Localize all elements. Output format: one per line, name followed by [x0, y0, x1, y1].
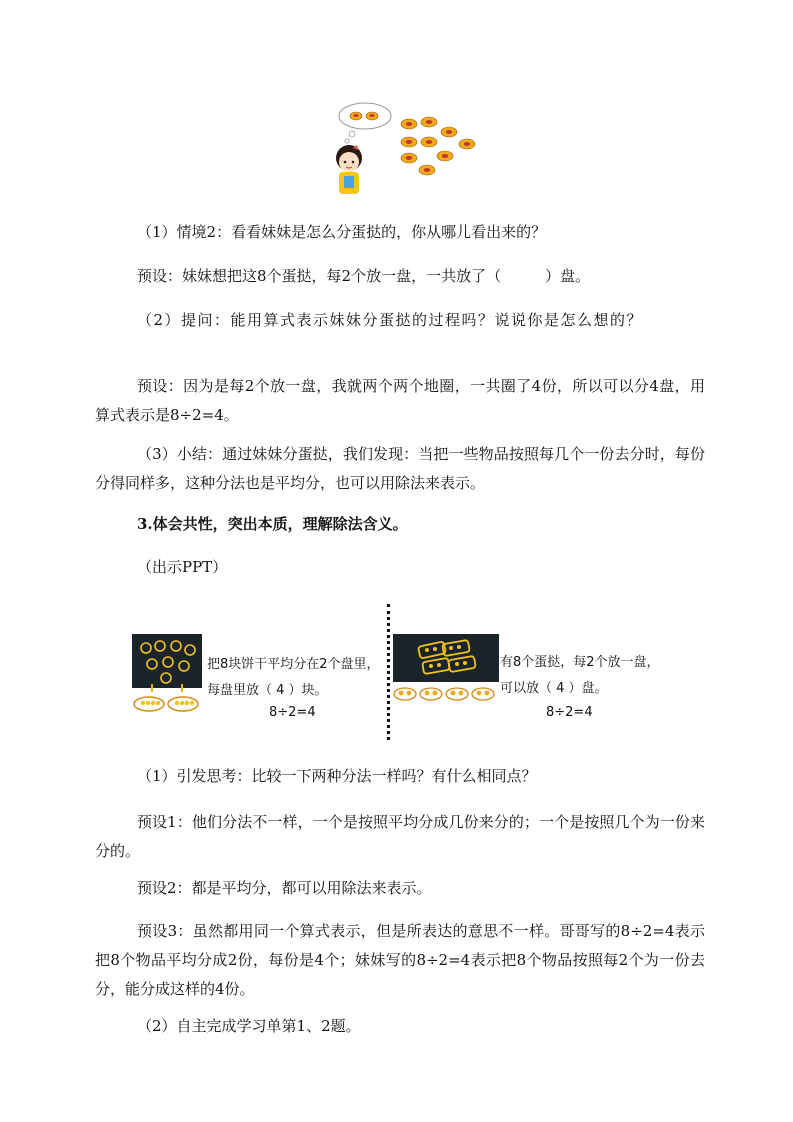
right-line-1: 有8个蛋挞，每2个放一盘， [500, 655, 660, 670]
para-preset-3: 预设3：虽然都用同一个算式表示，但是所表达的意思不一样。哥哥写的8÷2=4表示把8个物品平均分成2份，每份是4个；妹妹写的8÷2=4表示把8个物品按照每2个为一份去分，能分成这样的4份。 [95, 922, 705, 998]
para-preset-2: 预设2：都是平均分，都可以用除法来表示。 [137, 879, 432, 897]
girl-icon [336, 145, 362, 194]
ppt-slide-strip [132, 604, 672, 740]
para-preset-1: 预设1：他们分法不一样，一个是按照平均分成几份来分的；一个是按照几个为一份来分的。 [95, 813, 705, 860]
left-line-2: 每盘里放（ 4 ）块。 [207, 683, 328, 698]
cookies-board-picture [132, 634, 202, 716]
left-line-1: 把8块饼干平均分在2个盘里， [207, 657, 380, 672]
para-show-ppt: （出示PPT） [137, 558, 228, 576]
preset-text-before-blank: 预设：妹妹想把这8个蛋挞，每2个放一盘，一共放了（ [137, 267, 502, 285]
preset-text-after-blank: ）盘。 [545, 267, 591, 285]
egg-tarts-board-picture [393, 634, 499, 704]
dotted-divider [387, 604, 390, 740]
section-heading: 3.体会共性，突出本质，理解除法含义。 [137, 515, 408, 533]
para-think: （1）引发思考：比较一下两种分法一样吗？有什么相同点？ [137, 767, 537, 785]
right-line-2: 可以放（ 4 ）盘。 [500, 681, 608, 696]
right-equation: 8÷2=4 [546, 705, 593, 720]
left-equation: 8÷2=4 [269, 705, 316, 720]
girl-egg-tarts-illustration [325, 96, 481, 198]
para-summary: （3）小结：通过妹妹分蛋挞，我们发现：当把一些物品按照每几个一份去分时，每份分得同样多，这种分法也是平均分，也可以用除法来表示。 [95, 445, 705, 492]
para-preset-circle: 预设：因为是每2个放一盘，我就两个两个地圈，一共圈了4份，所以可以分4盘，用算式表示是8÷2=4。 [95, 377, 705, 424]
egg-tarts-icon [401, 117, 475, 175]
para-question-expression: （2）提问：能用算式表示妹妹分蛋挞的过程吗？说说你是怎么想的？ [137, 311, 644, 329]
thought-cloud-icon [339, 103, 391, 143]
para-scenario-2: （1）情境2：看看妹妹是怎么分蛋挞的，你从哪儿看出来的？ [137, 223, 547, 241]
para-self-complete: （2）自主完成学习单第1、2题。 [137, 1017, 361, 1035]
para-preset-blank [95, 262, 705, 291]
